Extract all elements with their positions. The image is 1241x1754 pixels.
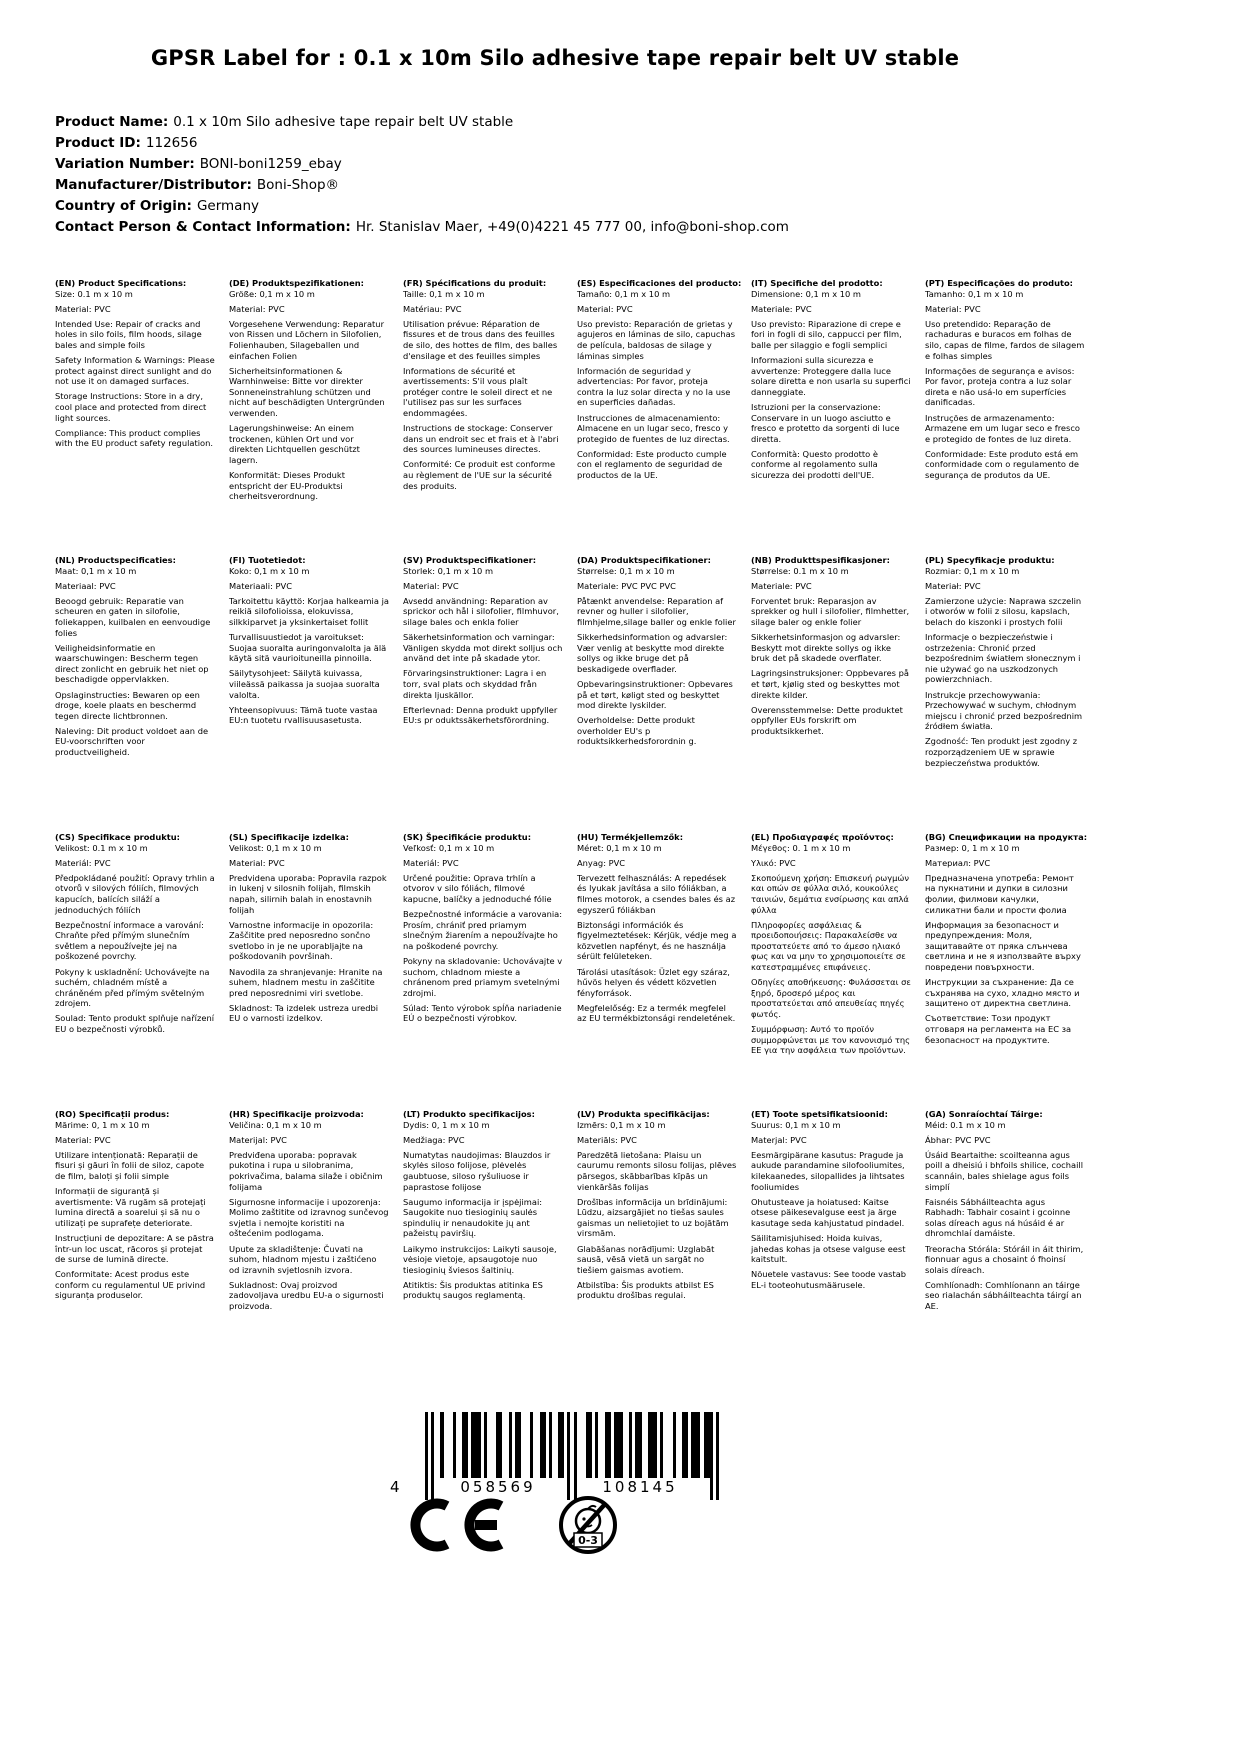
spec-paragraph: Συμμόρφωση: Αυτό το προϊόν συμμορφώνεται με τον κανονισμό της ΕΕ για την ασφάλεια των προϊόντων. xyxy=(751,1024,911,1056)
spec-paragraph: Størrelse: 0,1 m x 10 m xyxy=(577,565,675,576)
spec-paragraph: Informazioni sulla sicurezza e avvertenze: Proteggere dalla luce solare diretta e non usarla su superfici danneggiate. xyxy=(751,355,911,397)
spec-block xyxy=(751,555,911,832)
barcode-space xyxy=(663,1412,672,1478)
product-info-row xyxy=(55,217,789,238)
spec-paragraph: Säilitamisjuhised: Hoida kuivas, jahedas kohas ja otsese valguse eest kaitstult. xyxy=(751,1232,906,1265)
product-info-row xyxy=(55,112,789,133)
spec-paragraph: Informații de siguranță și avertismente: Vă rugăm să protejați lumina directă a soarelui și să nu o utilizați pe suprafețe deteriorate. xyxy=(55,1186,206,1228)
product-field-label: Contact Person & Contact Information: xyxy=(55,219,351,235)
spec-block-title: (PT) Especificações do produto: xyxy=(925,278,1073,288)
page-title: GPSR Label for : 0.1 x 10m Silo adhesive tape repair belt UV stable xyxy=(150,46,960,70)
barcode-bar xyxy=(614,1412,623,1478)
spec-paragraph: Σκοπούμενη χρήση: Επισκευή ρωγμών και οπών σε φύλλα σιλό, κουκούλες ταινιών, δεμάτια ενσίρωσης και απλά φύλλα xyxy=(751,872,910,915)
spec-block-title: (HR) Specifikacije proizvoda: xyxy=(229,1109,364,1119)
spec-block-title: (HU) Termékjellemzők: xyxy=(577,832,684,842)
spec-paragraph: Anyag: PVC xyxy=(577,857,626,868)
spec-block-title: (SK) Špecifikácie produktu: xyxy=(403,832,532,842)
spec-paragraph: Uso pretendido: Reparação de rachaduras e buracos em folhas de silo, capas de filme, fardos de silagem e folhas simples xyxy=(925,318,1085,361)
spec-block-title: (IT) Specifiche del prodotto: xyxy=(751,278,883,288)
spec-paragraph: Safety Information & Warnings: Please protect against direct sunlight and do not use it on damaged surfaces. xyxy=(55,355,215,387)
product-field-label: Product ID: xyxy=(55,135,141,151)
spec-paragraph: Material: PVC xyxy=(229,857,285,868)
spec-paragraph: Materijal: PVC xyxy=(229,1134,287,1145)
spec-block xyxy=(403,832,563,1109)
spec-paragraph: Beoogd gebruik: Reparatie van scheuren en gaten in silofolie, foliekappen, kuilbalen en eenvoudige folies xyxy=(55,595,211,638)
spec-paragraph: Conformità: Questo prodotto è conforme al regolamento sulla sicurezza dei prodotti dell'UE. xyxy=(751,448,878,480)
spec-paragraph: Materiaali: PVC xyxy=(229,580,293,591)
spec-paragraph: Informações de segurança e avisos: Por favor, proteja contra a luz solar direta e não usá-lo em superfícies danificadas. xyxy=(925,365,1075,408)
spec-block-title: (GA) Sonraíochtaí Táirge: xyxy=(925,1109,1043,1119)
spec-paragraph: Atbilstība: Šis produkts atbilst ES produktu drošības regulai. xyxy=(577,1279,714,1301)
spec-block xyxy=(229,278,389,555)
spec-block-title: (LV) Produkta specifikācijas: xyxy=(577,1109,710,1119)
barcode-space xyxy=(444,1412,453,1478)
spec-block xyxy=(403,1109,563,1386)
spec-paragraph: Säilytysohjeet: Säilytä kuivassa, viileässä paikassa ja suojaa suoralta valolta. xyxy=(229,668,380,700)
spec-paragraph: Tamaño: 0,1 m x 10 m xyxy=(577,288,671,299)
spec-paragraph: Určené použitie: Oprava trhlín a otvorov v silo fóliách, filmové kapucne, balíčky a jednoduché fólie xyxy=(403,872,552,904)
spec-paragraph: Veľkosť: 0,1 m x 10 m xyxy=(403,842,495,853)
barcode-bar xyxy=(716,1412,719,1500)
spec-block xyxy=(403,278,563,555)
spec-paragraph: Velikost: 0.1 m x 10 m xyxy=(55,842,148,853)
spec-block xyxy=(925,278,1085,555)
spec-paragraph: Faisnéis Sábháilteachta agus Rabhadh: Tabhair cosaint i gcoinne solas díreach agus ná húsáid é ar dhromchlaí damáiste. xyxy=(925,1196,1071,1239)
spec-paragraph: Съответствие: Този продукт отговаря на регламента на ЕС за безопасност на продуктите. xyxy=(925,1013,1072,1045)
spec-paragraph: Информация за безопасност и предупреждения: Моля, защитавайте от пряка слънчева светлина и не я използвайте върху повредени повърхности. xyxy=(925,919,1081,973)
product-info-row xyxy=(55,154,789,175)
spec-paragraph: Размер: 0, 1 m x 10 m xyxy=(925,842,1020,853)
spec-block xyxy=(55,555,215,832)
spec-paragraph: Compliance: This product complies with the EU product safety regulation. xyxy=(55,427,214,449)
spec-grid xyxy=(55,278,1088,1386)
spec-paragraph: Overholdelse: Dette produkt overholder EU's p roduktsikkerhedsforordnin g. xyxy=(577,715,697,747)
spec-paragraph: Paredzētā lietošana: Plaisu un caurumu remonts silosu folijas, plēves pārsegos, skābbarības kīpās un vienkāršās folijas xyxy=(577,1149,737,1192)
spec-paragraph: Instrucciones de almacenamiento: Almacene en un lugar seco, fresco y protegido de fuentes de luz directas. xyxy=(577,412,730,444)
spec-paragraph: Sikkerhedsinformation og advarsler: Vær venlig at beskytte mod direkte sollys og ikke bruge det på beskadigede overflader. xyxy=(577,632,728,674)
spec-paragraph: Tervezett felhasználás: A repedések és lyukak javítása a silo fóliákban, a filmes motorok, a csendes bales és az egyszerű fóliákban xyxy=(577,872,736,915)
spec-block xyxy=(751,832,911,1109)
spec-paragraph: Opbevaringsinstruktioner: Opbevares på et tørt, køligt sted og beskyttet mod direkte lyskilder. xyxy=(577,678,733,711)
spec-paragraph: Conformidad: Este producto cumple con el reglamento de seguridad de productos de la UE. xyxy=(577,448,727,480)
spec-paragraph: Soulad: Tento produkt splňuje nařízení EU o bezpečnosti výrobků. xyxy=(55,1013,215,1034)
spec-block xyxy=(229,555,389,832)
spec-paragraph: Utilisation prévue: Réparation de fissures et de trous dans des feuilles de silo, des hottes de film, des balles d'ensilage et des feuilles simples xyxy=(403,318,558,361)
spec-block xyxy=(925,1109,1085,1386)
spec-paragraph: Material: PVC xyxy=(55,1134,111,1145)
product-field-label: Manufacturer/Distributor: xyxy=(55,177,252,193)
spec-paragraph: Velikost: 0,1 m x 10 m xyxy=(229,842,322,853)
spec-block-title: (CS) Specifikace produktu: xyxy=(55,832,180,842)
product-info xyxy=(55,112,789,238)
spec-paragraph: Drošības informācija un brīdinājumi: Lūdzu, aizsargājiet no tiešas saules gaismas un nelietojiet to uz bojātām virsmām. xyxy=(577,1196,729,1239)
spec-paragraph: Uso previsto: Riparazione di crepe e fori in fogli di silo, cappucci per film, balle per silaggio e fogli semplici xyxy=(751,318,902,350)
spec-block-title: (NL) Productspecificaties: xyxy=(55,555,176,565)
spec-paragraph: Méret: 0,1 m x 10 m xyxy=(577,842,662,853)
spec-paragraph: Mărime: 0, 1 m x 10 m xyxy=(55,1119,150,1130)
spec-paragraph: Istruzioni per la conservazione: Conservare in un luogo asciutto e fresco e protetto da sorgenti di luce diretta. xyxy=(751,401,900,444)
spec-paragraph: Rozmiar: 0,1 m x 10 m xyxy=(925,565,1020,576)
spec-paragraph: Megfelelőség: Ez a termék megfelel az EU termékbiztonsági rendeletének. xyxy=(577,1002,736,1024)
spec-paragraph: Materiale: PVC xyxy=(751,580,812,591)
spec-paragraph: Efterlevnad: Denna produkt uppfyller EU:s pr oduktssäkerhetsförordning. xyxy=(403,704,558,726)
spec-paragraph: Sukladnost: Ovaj proizvod zadovoljava uredbu EU-a o sigurnosti proizvoda. xyxy=(229,1279,384,1311)
spec-block-title: (DA) Produktspecifikationer: xyxy=(577,555,711,565)
spec-paragraph: Intended Use: Repair of cracks and holes in silo foils, film hoods, silage bales and simple foils xyxy=(55,318,202,350)
product-field-value: Hr. Stanislav Maer, +49(0)4221 45 777 00, info@boni-shop.com xyxy=(355,219,789,235)
spec-paragraph: Súlad: Tento výrobok spĺňa nariadenie EÚ o bezpečnosti výrobkov. xyxy=(403,1002,562,1024)
spec-paragraph: Konformität: Dieses Produkt entspricht der EU-Produktsi cherheitsverordnung. xyxy=(229,470,345,502)
spec-paragraph: Biztonsági információk és figyelmeztetések: Kérjük, védje meg a közvetlen napfényt, és ne használja sérült felületeken. xyxy=(577,919,737,962)
spec-block-title: (FI) Tuotetiedot: xyxy=(229,555,306,565)
spec-paragraph: Sicherheitsinformationen & Warnhinweise: Bitte vor direkter Sonneneinstrahlung schützen und nicht auf beschädigten Untergründen verwenden. xyxy=(229,365,385,419)
spec-paragraph: Vorgesehene Verwendung: Reparatur von Rissen und Löchern in Silofolien, Folienhauben, Silageballen und einfachen Folien xyxy=(229,318,384,361)
spec-block xyxy=(751,278,911,555)
spec-paragraph: Navodila za shranjevanje: Hranite na suhem, hladnem mestu in zaščitite pred neposrednimi viri svetlobe. xyxy=(229,966,383,998)
product-field-value: Germany xyxy=(196,198,259,214)
product-info-row xyxy=(55,196,789,217)
spec-block xyxy=(229,1109,389,1386)
spec-paragraph: Turvallisuustiedot ja varoitukset: Suojaa suoralta auringonvalolta ja älä käytä sitä vaurioituneilla pinnoilla. xyxy=(229,632,387,664)
spec-paragraph: Lagringsinstruksjoner: Oppbevares på et tørt, kjølig sted og beskyttes mot direkte kilder. xyxy=(751,668,909,700)
spec-paragraph: Instructions de stockage: Conserver dans un endroit sec et frais et à l'abri des sources lumineuses directes. xyxy=(403,423,559,455)
spec-paragraph: Úsáid Beartaithe: scoilteanna agus poill a dheisiú i bhfoils shilice, cochaill scannáin, bales shielage agus foils simplí xyxy=(925,1149,1084,1192)
spec-block xyxy=(577,832,737,1109)
spec-paragraph: Méid: 0.1 m x 10 m xyxy=(925,1119,1006,1130)
spec-paragraph: Varnostne informacije in opozorila: Zaščitite pred neposredno sončno svetlobo in je ne uporabljajte na poškodovanih površinah. xyxy=(229,919,374,962)
spec-paragraph: Koko: 0,1 m x 10 m xyxy=(229,565,310,576)
spec-paragraph: Nõuetele vastavus: See toode vastab EL-i tooteohutusmäärusele. xyxy=(751,1269,907,1290)
spec-paragraph: Veiligheidsinformatie en waarschuwingen: Bescherm tegen direct zonlicht en gebruik het niet op beschadigde oppervlakken. xyxy=(55,642,209,685)
product-field-label: Product Name: xyxy=(55,114,169,130)
spec-paragraph: Materiál: PVC xyxy=(403,857,459,868)
spec-paragraph: Predviđena uporaba: popravak pukotina i rupa u silobranima, pokrivačima, balama silaže i običnim folijama xyxy=(229,1149,383,1192)
spec-paragraph: Instrukcje przechowywania: Przechowywać w suchym, chłodnym miejscu i chronić przed bezpośrednim źródłem światła. xyxy=(925,689,1083,732)
spec-paragraph: Yhteensopivuus: Tämä tuote vastaa EU:n tuotetu rvallisuusasetusta. xyxy=(229,704,378,726)
spec-paragraph: Materiál: PVC xyxy=(55,857,111,868)
spec-block-title: (PL) Specyfikacje produktu: xyxy=(925,555,1055,565)
product-field-value: 112656 xyxy=(145,135,198,151)
spec-paragraph: Tamanho: 0,1 m x 10 m xyxy=(925,288,1024,299)
spec-paragraph: Bezpečnostné informácie a varovania: Prosím, chrániť pred priamym slnečným žiarením a nepoužívajte ho na poškodené povrchy. xyxy=(403,909,563,951)
barcode-bar xyxy=(471,1412,480,1478)
spec-paragraph: Ábhar: PVC PVC xyxy=(925,1134,991,1145)
spec-paragraph: Naleving: Dit product voldoet aan de EU-voorschriften voor productveiligheid. xyxy=(55,725,209,757)
spec-block xyxy=(229,832,389,1109)
spec-paragraph: Material: PVC xyxy=(55,303,111,314)
spec-paragraph: Υλικό: PVC xyxy=(751,857,796,868)
product-info-row xyxy=(55,133,789,154)
spec-paragraph: Tarkoitettu käyttö: Korjaa halkeamia ja reikiä silofolioissa, elokuvissa, silkkiparvet ja yksinkertaiset follit xyxy=(229,595,389,627)
barcode-bar xyxy=(691,1412,700,1478)
spec-paragraph: Suurus: 0,1 m x 10 m xyxy=(751,1119,841,1130)
barcode-space xyxy=(521,1412,530,1478)
compliance-marks xyxy=(405,1494,665,1558)
barcode-left-digits: 058569 xyxy=(460,1478,536,1496)
spec-paragraph: Bezpečnostní informace a varování: Chraňte před přímým slunečním světlem a nepoužívejte jej na poškozené povrchy. xyxy=(55,919,204,962)
spec-paragraph: Material: PVC xyxy=(229,303,285,314)
spec-block xyxy=(55,278,215,555)
spec-block xyxy=(925,555,1085,832)
spec-paragraph: Informations de sécurité et avertissements: S'il vous plaît protéger contre le soleil direct et ne l'utilisez pas sur les surfaces endommagées. xyxy=(403,365,553,419)
spec-paragraph: Materiale: PVC xyxy=(751,303,812,314)
spec-paragraph: Size: 0.1 m x 10 m xyxy=(55,288,133,299)
spec-paragraph: Οδηγίες αποθήκευσης: Φυλάσσεται σε ξηρό, δροσερό μέρος και προστατεύεται από απευθείας πηγές φωτός. xyxy=(751,977,911,1019)
spec-paragraph: Инструкции за съхранение: Да се съхранява на сухо, хладно място и защитено от директна светлина. xyxy=(925,977,1080,1009)
spec-paragraph: Glabāšanas norādījumi: Uzglabāt sausā, vēsā vietā un sargāt no tiešiem gaismas avotiem. xyxy=(577,1243,715,1275)
spec-paragraph: Größe: 0,1 m x 10 m xyxy=(229,288,315,299)
spec-paragraph: Numatytas naudojimas: Blauzdos ir skylės siloso folijose, plėvelės gaubtuose, siloso ryšuliuose ir paprastose folijose xyxy=(403,1149,551,1192)
spec-block xyxy=(577,555,737,832)
barcode-bar xyxy=(648,1412,657,1478)
spec-paragraph: Instrucțiuni de depozitare: A se păstra într-un loc uscat, răcoros și protejat de surse de lumină directe. xyxy=(55,1232,214,1265)
product-info-row xyxy=(55,175,789,196)
spec-paragraph: Pokyny k uskladnění: Uchovávejte na suchém, chladném místě a chráněném před přímým světelným zdrojem. xyxy=(55,966,210,1009)
spec-paragraph: Materiale: PVC PVC PVC xyxy=(577,580,676,591)
spec-paragraph: Sikkerhetsinformasjon og advarsler: Beskytt mot direkte sollys og ikke bruk det på skadede overflater. xyxy=(751,632,901,664)
spec-block-title: (BG) Спецификации на продукта: xyxy=(925,832,1088,842)
spec-paragraph: Upute za skladištenje: Čuvati na suhom, hladnom mjestu i zaštićeno od izravnih svjetlosnih izvora. xyxy=(229,1243,377,1275)
spec-paragraph: Taille: 0,1 m x 10 m xyxy=(403,288,485,299)
spec-paragraph: Laikymo instrukcijos: Laikyti sausoje, vėsioje vietoje, apsaugotoje nuo tiesioginių šviesos šaltinių. xyxy=(403,1243,557,1275)
spec-block-title: (EN) Product Specifications: xyxy=(55,278,187,288)
spec-paragraph: Conformité: Ce produit est conforme au règlement de l'UE sur la sécurité des produits. xyxy=(403,459,556,491)
spec-paragraph: Atitiktis: Šis produktas atitinka ES produktų saugos reglamentą. xyxy=(403,1279,543,1301)
spec-paragraph: Informacje o bezpieczeństwie i ostrzeżenia: Chronić przed bezpośrednim światłem słonecznym i nie używać go na uszkodzonych powierzchniach. xyxy=(925,632,1081,685)
product-field-label: Variation Number: xyxy=(55,156,195,172)
age-warning-0-3-icon xyxy=(557,1494,619,1556)
spec-paragraph: Maat: 0,1 m x 10 m xyxy=(55,565,137,576)
spec-paragraph: Forventet bruk: Reparasjon av sprekker og hull i silofolier, filmhetter, silage baler og enkle folier xyxy=(751,595,910,627)
spec-paragraph: Μέγεθος: 0. 1 m x 10 m xyxy=(751,842,851,853)
spec-block-title: (ES) Especificaciones del producto: xyxy=(577,278,742,288)
spec-paragraph: Predvidena uporaba: Popravila razpok in lukenj v silosnih folijah, filmskih napah, silirnih balah in enostavnih folijah xyxy=(229,872,387,915)
spec-paragraph: Materjal: PVC xyxy=(751,1134,807,1145)
spec-paragraph: Pokyny na skladovanie: Uchovávajte v suchom, chladnom mieste a chránenom pred priamym svetelnými zdrojmi. xyxy=(403,955,563,998)
spec-paragraph: Utilizare intenționată: Reparații de fisuri și găuri în folii de siloz, capote de film, baloți și folii simple xyxy=(55,1149,205,1181)
spec-paragraph: Materiał: PVC xyxy=(925,580,981,591)
ce-mark-icon xyxy=(405,1498,509,1552)
spec-paragraph: Zgodność: Ten produkt jest zgodny z rozporządzeniem UE w sprawie bezpieczeństwa produktów. xyxy=(925,736,1078,768)
spec-paragraph: Material: PVC xyxy=(925,303,981,314)
spec-paragraph: Sigurnosne informacije i upozorenja: Molimo zaštitite od izravnog sunčevog svjetla i nemojte koristiti na oštećenim podlogama. xyxy=(229,1196,389,1239)
spec-paragraph: Påtænkt anvendelse: Reparation af revner og huller i silofolier, filmhjelme,silage baller og enkle folier xyxy=(577,595,736,627)
spec-block xyxy=(403,555,563,832)
spec-paragraph: Предназначена употреба: Ремонт на пукнатини и дупки в силозни фолии, филмови качулки, силикатни бали и прости фолиа xyxy=(925,872,1074,915)
spec-paragraph: Veličina: 0,1 m x 10 m xyxy=(229,1119,322,1130)
spec-block-title: (ET) Toote spetsifikatsioonid: xyxy=(751,1109,888,1119)
product-field-value: 0.1 x 10m Silo adhesive tape repair belt UV stable xyxy=(173,114,514,130)
spec-block xyxy=(55,1109,215,1386)
spec-paragraph: Conformidade: Este produto está em conformidade com o regulamento de segurança de produtos da UE. xyxy=(925,448,1080,480)
spec-paragraph: Säkerhetsinformation och varningar: Vänligen skydda mot direkt solljus och använd det inte på skadade ytor. xyxy=(403,632,563,664)
spec-paragraph: Πληροφορίες ασφάλειας & προειδοποιήσεις: Παρακαλείσθε να προστατεύετε από το άμεσο ηλιακό φως και να μην το χρησιμοποιείτε σε κατεστραμμένες επιφάνειες. xyxy=(751,919,906,973)
spec-paragraph: Overensstemmelse: Dette produktet oppfyller EUs forskrift om produktsikkerhet. xyxy=(751,704,903,736)
spec-paragraph: Material: PVC xyxy=(403,580,459,591)
product-field-label: Country of Origin: xyxy=(55,198,192,214)
spec-block-title: (RO) Specificații produs: xyxy=(55,1109,170,1119)
spec-paragraph: Størrelse: 0.1 m x 10 m xyxy=(751,565,849,576)
spec-block-title: (SV) Produktspecifikationer: xyxy=(403,555,537,565)
age-warning-label: 0-3 xyxy=(578,1534,598,1547)
spec-paragraph: Материал: PVC xyxy=(925,857,991,868)
spec-block-title: (SL) Specifikacije izdelka: xyxy=(229,832,349,842)
barcode-right-digits: 108145 xyxy=(602,1478,678,1496)
spec-paragraph: Avsedd användning: Reparation av sprickor och hål i silofolier, filmhuvor, silage bales och enkla folier xyxy=(403,595,559,627)
spec-paragraph: Izmērs: 0,1 m x 10 m xyxy=(577,1119,666,1130)
spec-paragraph: Storage Instructions: Store in a dry, cool place and protected from direct light sources. xyxy=(55,391,207,423)
spec-paragraph: Opslaginstructies: Bewaren op een droge, koele plaats en beschermd tegen directe lichtbronnen. xyxy=(55,689,200,721)
spec-block xyxy=(577,278,742,555)
spec-paragraph: Saugumo informacija ir įspėjimai: Saugokite nuo tiesioginių saulės spindulių ir nenaudokite jų ant pažeistų paviršių. xyxy=(403,1196,543,1239)
spec-paragraph: Předpokládané použití: Opravy trhlin a otvorů v silových fóliích, filmových kapucích, balících siláží a jednoduchých fóliích xyxy=(55,872,215,915)
spec-paragraph: Materiaal: PVC xyxy=(55,580,116,591)
spec-paragraph: Storlek: 0,1 m x 10 m xyxy=(403,565,494,576)
spec-block-title: (LT) Produkto specifikacijos: xyxy=(403,1109,535,1119)
spec-paragraph: Ohutusteave ja hoiatused: Kaitse otsese päikesevalguse eest ja ärge kasutage seda kahjustatud pindadel. xyxy=(751,1196,905,1228)
spec-paragraph: Material: PVC xyxy=(577,303,633,314)
spec-paragraph: Treoracha Stórála: Stóráil in áit thirim, fionnuar agus a chosaint ó fhoinsí solais díreach. xyxy=(925,1243,1084,1275)
spec-block xyxy=(55,832,215,1109)
spec-paragraph: Tárolási utasítások: Üzlet egy száraz, hűvös helyen és védett közvetlen fényforrások. xyxy=(577,966,730,998)
spec-paragraph: Instruções de armazenamento: Armazene em um lugar seco e fresco e protegido de fontes de luz direta. xyxy=(925,412,1080,444)
spec-block-title: (NB) Produkttspesifikasjoner: xyxy=(751,555,890,565)
spec-paragraph: Matériau: PVC xyxy=(403,303,462,314)
spec-paragraph: Conformitate: Acest produs este conform cu regulamentul UE privind siguranța produselor. xyxy=(55,1269,206,1301)
spec-block-title: (FR) Spécifications du produit: xyxy=(403,278,547,288)
spec-paragraph: Comhlíonadh: Comhlíonann an táirge seo rialachán sábháilteachta táirgí an AE. xyxy=(925,1279,1082,1311)
product-field-value: BONI-boni1259_ebay xyxy=(199,156,342,172)
spec-block xyxy=(577,1109,737,1386)
spec-block xyxy=(925,832,1088,1109)
spec-paragraph: Skladnost: Ta izdelek ustreza uredbi EU o varnosti izdelkov. xyxy=(229,1002,379,1024)
spec-paragraph: Zamierzone użycie: Naprawa szczelin i otworów w folii z silosu, kapslach, belach do kiszonki i prostych folii xyxy=(925,595,1082,627)
spec-paragraph: Materiāls: PVC xyxy=(577,1134,637,1145)
spec-paragraph: Förvaringsinstruktioner: Lagra i en torr, sval plats och skyddad från direkta ljuskällor. xyxy=(403,668,547,700)
product-field-value: Boni-Shop® xyxy=(256,177,340,193)
spec-paragraph: Dimensione: 0,1 m x 10 m xyxy=(751,288,862,299)
spec-paragraph: Eesmärgipärane kasutus: Pragude ja aukude parandamine silofooliumites, kilekaanedes, silopallides ja lihtsates fooliumides xyxy=(751,1149,905,1192)
spec-paragraph: Uso previsto: Reparación de grietas y agujeros en láminas de silo, capuchas de película, baldosas de silage y láminas simples xyxy=(577,318,736,361)
spec-paragraph: Medžiaga: PVC xyxy=(403,1134,465,1145)
barcode-space xyxy=(487,1412,496,1478)
spec-paragraph: Lagerungshinweise: An einem trockenen, kühlen Ort und vor direkten Lichtquellen geschützt lagern. xyxy=(229,423,360,465)
barcode-prefix-digit: 4 xyxy=(390,1478,400,1496)
spec-block xyxy=(751,1109,911,1386)
spec-paragraph: Información de seguridad y advertencias: Por favor, proteja contra la luz solar directa y no la use en superficies dañadas. xyxy=(577,365,731,408)
spec-block-title: (DE) Produktspezifikationen: xyxy=(229,278,364,288)
spec-block-title: (EL) Προδιαγραφές προϊόντος: xyxy=(751,832,894,842)
barcode xyxy=(390,1412,750,1504)
spec-paragraph: Dydis: 0, 1 m x 10 m xyxy=(403,1119,490,1130)
